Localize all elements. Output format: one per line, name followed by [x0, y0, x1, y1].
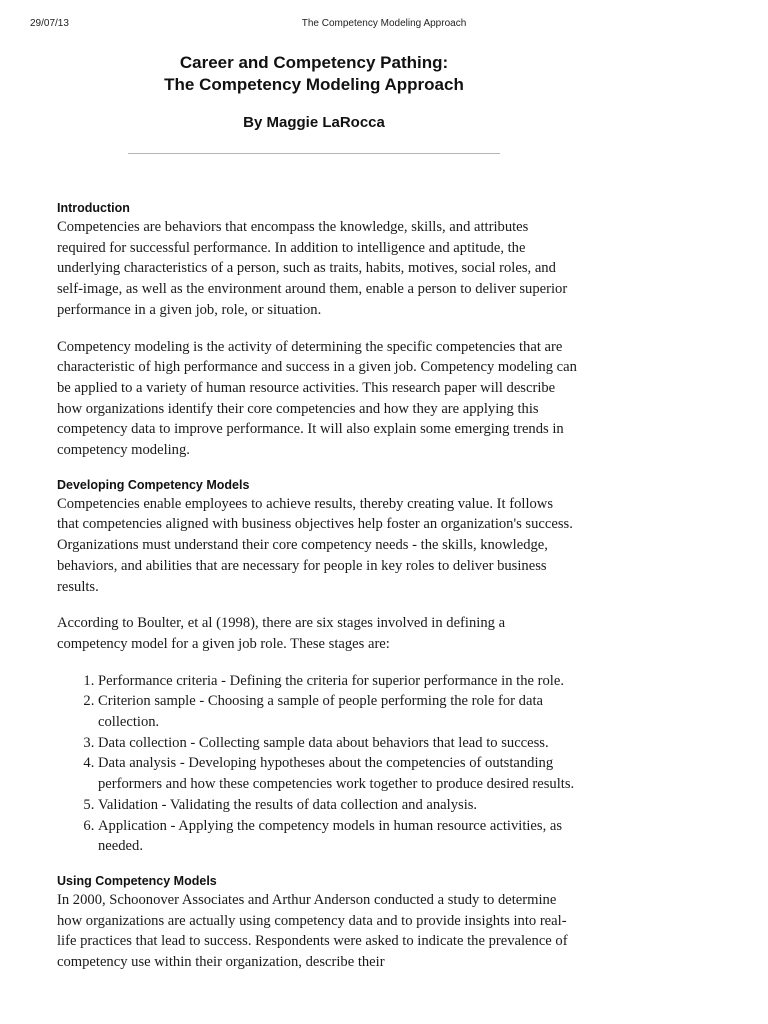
header-doc-title: The Competency Modeling Approach — [301, 18, 467, 29]
document-body — [57, 200, 577, 989]
list-item: 6. Application - Applying the competency models in human resource activities, as needed. — [98, 816, 577, 857]
developing-paragraph-2: According to Boulter, et al (1998), there are six stages involved in defining a competency model for a given job role. These stages are: — [57, 615, 506, 652]
document-title-line-1: Career and Competency Pathing: — [179, 53, 449, 72]
stages-list — [57, 671, 577, 857]
developing-paragraph-1: Competencies enable employees to achieve results, thereby creating value. It follows that competencies aligned with business objectives help foster an organization's success. Organizations must understand their core competency needs - the skills, knowledge, behaviors, and abilities that are necessary for people in key roles to deliver business results. — [57, 495, 573, 595]
using-models-heading: Using Competency Models — [57, 873, 217, 888]
list-item: 5. Validation - Validating the results of data collection and analysis. — [98, 795, 577, 816]
document-title-line-2: The Competency Modeling Approach — [164, 75, 464, 94]
page-header — [0, 18, 768, 32]
title-divider — [128, 153, 500, 154]
list-item: 3. Data collection - Collecting sample data about behaviors that lead to success. — [98, 733, 577, 754]
list-item: 2. Criterion sample - Choosing a sample of people performing the role for data collection. — [98, 691, 577, 732]
using-paragraph-1: In 2000, Schoonover Associates and Arthur Anderson conducted a study to determine how organizations are actually using competency data and to provide insights into real-life practices that lead to success. Respondents were asked to indicate the prevalence of competency use within their organization, describe their — [57, 891, 568, 971]
list-item: 4. Data analysis - Developing hypotheses about the competencies of outstanding performers and how these competencies work together to produce desired results. — [98, 753, 577, 794]
title-block — [128, 52, 500, 131]
introduction-heading: Introduction — [57, 201, 130, 215]
introduction-paragraph-2: Competency modeling is the activity of determining the specific competencies that are characteristic of high performance and success in a given job. Competency modeling can be applied to a variety of human resource activities. This research paper will describe how organizations identify their core competencies and how they are applying this competency data to improve performance. It will also explain some emerging trends in competency modeling. — [57, 338, 577, 459]
list-item: 1. Performance criteria - Defining the criteria for superior performance in the role. — [98, 671, 577, 692]
header-date: 29/07/13 — [30, 18, 69, 29]
author-byline: By Maggie LaRocca — [243, 114, 385, 131]
developing-models-heading: Developing Competency Models — [57, 477, 250, 492]
introduction-paragraph-1: Competencies are behaviors that encompass the knowledge, skills, and attributes required for successful performance. In addition to intelligence and aptitude, the underlying characteristics of a person, such as traits, habits, motives, social roles, and self-image, as well as the environment around them, enable a person to deliver superior performance in a given job, role, or situation. — [57, 219, 568, 318]
